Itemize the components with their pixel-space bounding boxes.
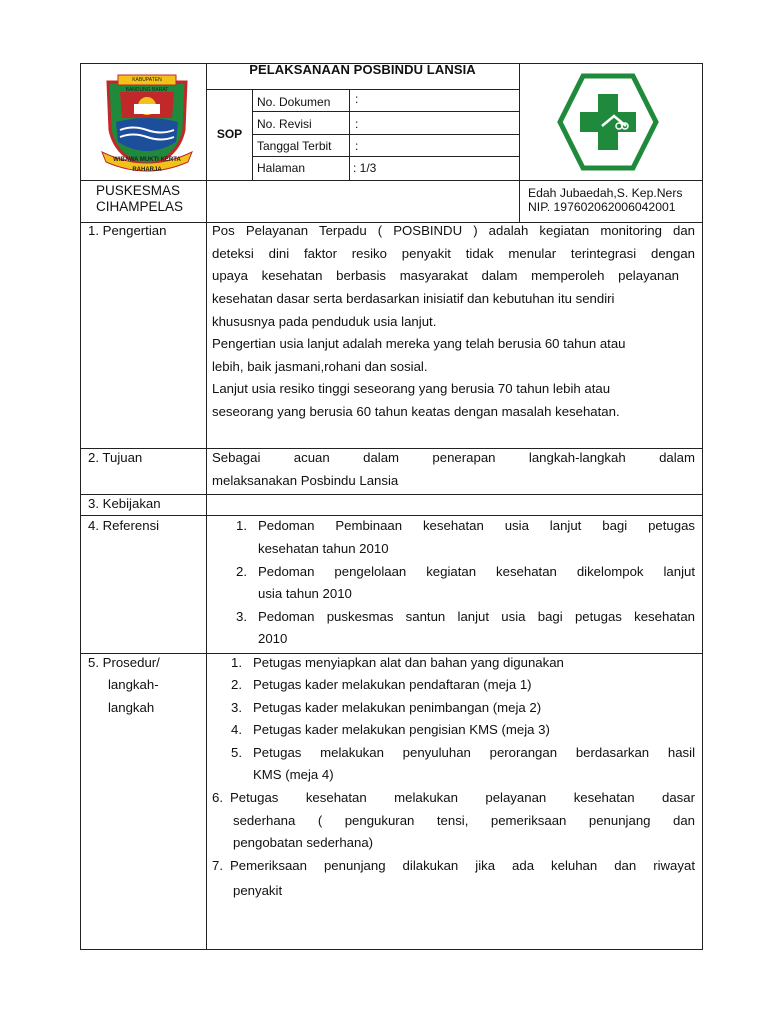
section-label-referensi: 4. Referensi xyxy=(88,518,160,533)
section-label-prosedur: langkah xyxy=(108,700,155,715)
document-title: PELAKSANAAN POSBINDU LANSIA xyxy=(249,62,476,77)
prosedur-line: Pemeriksaan penunjang dilakukan jika ada keluhan dan riwayat xyxy=(230,858,695,873)
pengertian-line: kesehatan dasar serta berdasarkan inisiatif dan kebutuhan itu sendiri xyxy=(212,291,615,306)
signer-nip: NIP. 197602062006042001 xyxy=(528,200,676,214)
signer-name: Edah Jubaedah,S. Kep.Ners xyxy=(528,186,683,200)
prosedur-number: 6. xyxy=(212,790,223,805)
prosedur-number: 2. xyxy=(231,677,242,692)
section-label-pengertian: 1. Pengertian xyxy=(88,223,167,238)
logo-top-text: KABUPATEN BANDUNG BARAT xyxy=(125,77,169,93)
puskesmas-logo xyxy=(558,72,658,172)
section-label-kebijakan: 3. Kebijakan xyxy=(88,496,161,511)
logo-motto: WIBAWA MUKTI KERTA RAHARJA xyxy=(113,157,181,173)
pengertian-line: seseorang yang berusia 60 tahun keatas dengan masalah kesehatan. xyxy=(212,404,620,419)
meta-label-halaman: Halaman xyxy=(257,161,306,175)
prosedur-line: Petugas kader melakukan pendaftaran (meja 1) xyxy=(253,677,532,692)
prosedur-number: 1. xyxy=(231,655,242,670)
pengertian-line: khususnya pada penduduk usia lanjut. xyxy=(212,314,437,329)
pengertian-line: deteksi dini faktor resiko penyakit tidak menular terintegrasi dengan xyxy=(212,246,695,261)
prosedur-line: sederhana ( pengukuran tensi, pemeriksaan penunjang dan xyxy=(233,813,695,828)
referensi-line: Pedoman puskesmas santun lanjut usia bagi petugas kesehatan xyxy=(258,609,695,624)
prosedur-line: Petugas melakukan penyuluhan perorangan berdasarkan hasil xyxy=(253,745,695,760)
meta-value-dokumen: : xyxy=(355,92,359,106)
prosedur-line: pengobatan sederhana) xyxy=(233,835,374,850)
prosedur-number: 3. xyxy=(231,700,242,715)
prosedur-line: KMS (meja 4) xyxy=(253,767,334,782)
pengertian-line: Lanjut usia resiko tinggi seseorang yang berusia 70 tahun lebih atau xyxy=(212,381,611,396)
referensi-line: Pedoman pengelolaan kegiatan kesehatan dikelompok lanjut xyxy=(258,564,695,579)
tujuan-line: Sebagai acuan dalam penerapan langkah-langkah dalam xyxy=(212,450,695,465)
section-label-tujuan: 2. Tujuan xyxy=(88,450,143,465)
referensi-line: 2010 xyxy=(258,631,288,646)
prosedur-line: Petugas kader melakukan pengisian KMS (meja 3) xyxy=(253,722,550,737)
org-name-line1: PUSKESMAS xyxy=(96,183,181,198)
referensi-number: 3. xyxy=(236,609,247,624)
prosedur-line: penyakit xyxy=(233,883,283,898)
meta-label-terbit: Tanggal Terbit xyxy=(257,139,332,153)
pengertian-line: Pos Pelayanan Terpadu ( POSBINDU ) adalah kegiatan monitoring dan xyxy=(212,223,695,238)
pengertian-line: upaya kesehatan berbasis masyarakat dalam memperoleh pelayanan xyxy=(212,268,679,283)
meta-value-revisi: : xyxy=(355,117,359,131)
referensi-line: usia tahun 2010 xyxy=(258,586,352,601)
section-label-prosedur: langkah- xyxy=(108,677,159,692)
pengertian-line: Pengertian usia lanjut adalah mereka yang telah berusia 60 tahun atau xyxy=(212,336,626,351)
meta-label-dokumen: No. Dokumen xyxy=(257,95,331,109)
tujuan-line: melaksanakan Posbindu Lansia xyxy=(212,473,399,488)
prosedur-line: Petugas menyiapkan alat dan bahan yang digunakan xyxy=(253,655,564,670)
referensi-line: Pedoman Pembinaan kesehatan usia lanjut bagi petugas xyxy=(258,518,695,533)
referensi-line: kesehatan tahun 2010 xyxy=(258,541,389,556)
org-name-line2: CIHAMPELAS xyxy=(96,199,184,214)
prosedur-number: 4. xyxy=(231,722,242,737)
sop-label: SOP xyxy=(216,127,243,141)
meta-value-terbit: : xyxy=(355,139,359,153)
referensi-number: 2. xyxy=(236,564,247,579)
prosedur-line: Petugas kesehatan melakukan pelayanan kesehatan dasar xyxy=(230,790,695,805)
kabupaten-logo xyxy=(98,70,196,176)
meta-value-halaman: : 1/3 xyxy=(353,161,377,175)
referensi-number: 1. xyxy=(236,518,247,533)
prosedur-number: 7. xyxy=(212,858,223,873)
section-label-prosedur: 5. Prosedur/ xyxy=(88,655,160,670)
prosedur-line: Petugas kader melakukan penimbangan (meja 2) xyxy=(253,700,542,715)
pengertian-line: lebih, baik jasmani,rohani dan sosial. xyxy=(212,359,428,374)
puskesmas-cross-icon xyxy=(558,72,658,172)
prosedur-number: 5. xyxy=(231,745,242,760)
meta-label-revisi: No. Revisi xyxy=(257,117,312,131)
